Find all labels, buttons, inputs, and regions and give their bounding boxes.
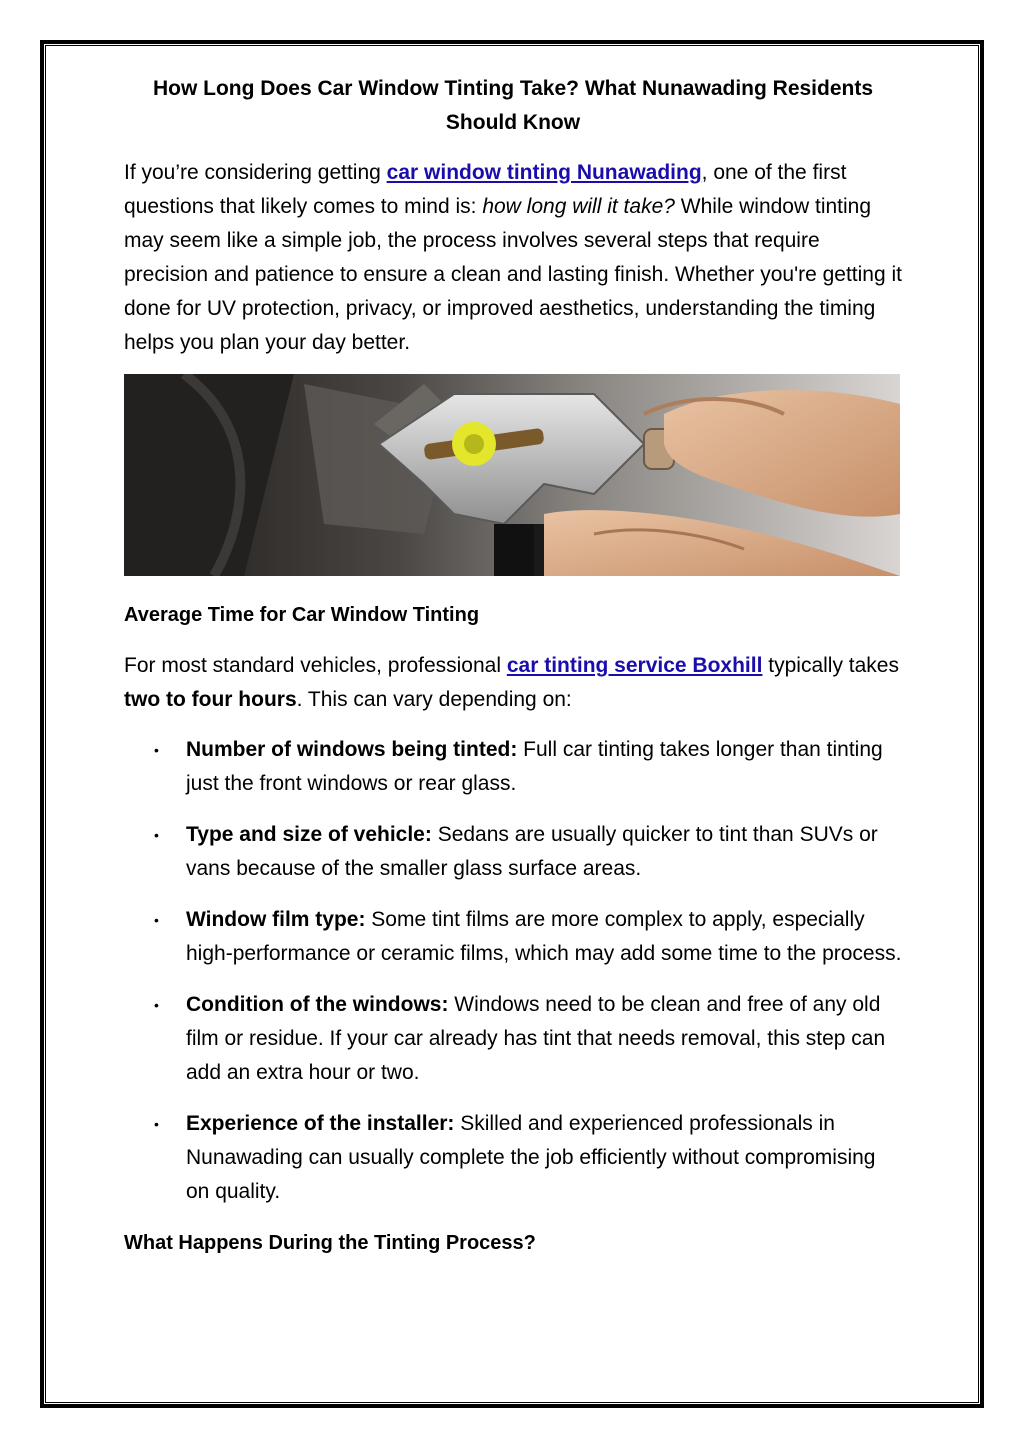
bullet-icon: • [154, 1116, 159, 1132]
bullet-icon: • [154, 912, 159, 928]
list-item [124, 733, 902, 801]
list-item-label: Number of windows being tinted: [186, 738, 518, 761]
bullet-icon: • [154, 827, 159, 843]
list-item-label: Type and size of vehicle: [186, 823, 432, 846]
average-time-paragraph [124, 649, 902, 717]
intro-italic-question: how long will it take? [482, 195, 675, 218]
average-time-bold: two to four hours [124, 688, 297, 711]
section-heading-tinting-process: What Happens During the Tinting Process? [124, 1232, 536, 1254]
document-content [124, 72, 902, 1260]
list-item-text: Full car tinting takes longer than tinting just the front windows or rear glass. [186, 738, 883, 795]
list-item-label: Window film type: [186, 908, 366, 931]
list-item [124, 903, 902, 971]
document-title: How Long Does Car Window Tinting Take? What Nunawading Residents Should Know [152, 77, 874, 134]
car-tinting-service-link[interactable]: car tinting service Boxhill [506, 654, 763, 677]
list-item [124, 818, 902, 886]
list-item-label: Condition of the windows: [186, 993, 449, 1016]
intro-paragraph [124, 156, 902, 360]
car-window-tinting-link[interactable]: car window tinting Nunawading [386, 161, 702, 184]
average-text-end: . This can vary depending on: [296, 688, 572, 711]
list-item-text: Skilled and experienced professionals in Nunawading can usually complete the job efficiently without compromising on quality. [186, 1112, 876, 1203]
list-item [124, 1107, 902, 1209]
bullet-icon: • [154, 997, 159, 1013]
section-heading-average-time: Average Time for Car Window Tinting [124, 604, 480, 626]
hero-image-tinting-tool [124, 374, 900, 576]
average-text-middle: typically takes [762, 654, 899, 677]
intro-text-start: If you’re considering getting [124, 161, 387, 184]
list-item-text: Windows need to be clean and free of any old film or residue. If your car already has tint that needs removal, this step can add an extra hour or two. [186, 993, 886, 1084]
list-item-text: Sedans are usually quicker to tint than SUVs or vans because of the smaller glass surface areas. [186, 823, 878, 880]
average-text-start: For most standard vehicles, professional [124, 654, 507, 677]
timing-factors-list [124, 733, 902, 1209]
intro-text-end: While window tinting may seem like a simple job, the process involves several steps that require precision and patience to ensure a clean and lasting finish. Whether you're getting it done for UV protection, privacy, or improved aesthetics, understanding the timing helps you plan your day better. [124, 195, 902, 354]
list-item-text: Some tint films are more complex to apply, especially high-performance or ceramic films, which may add some time to the process. [186, 908, 902, 965]
intro-text-middle: , one of the first questions that likely comes to mind is: [124, 161, 847, 218]
list-item [124, 988, 902, 1090]
list-item-label: Experience of the installer: [186, 1112, 455, 1135]
bullet-icon: • [154, 742, 159, 758]
